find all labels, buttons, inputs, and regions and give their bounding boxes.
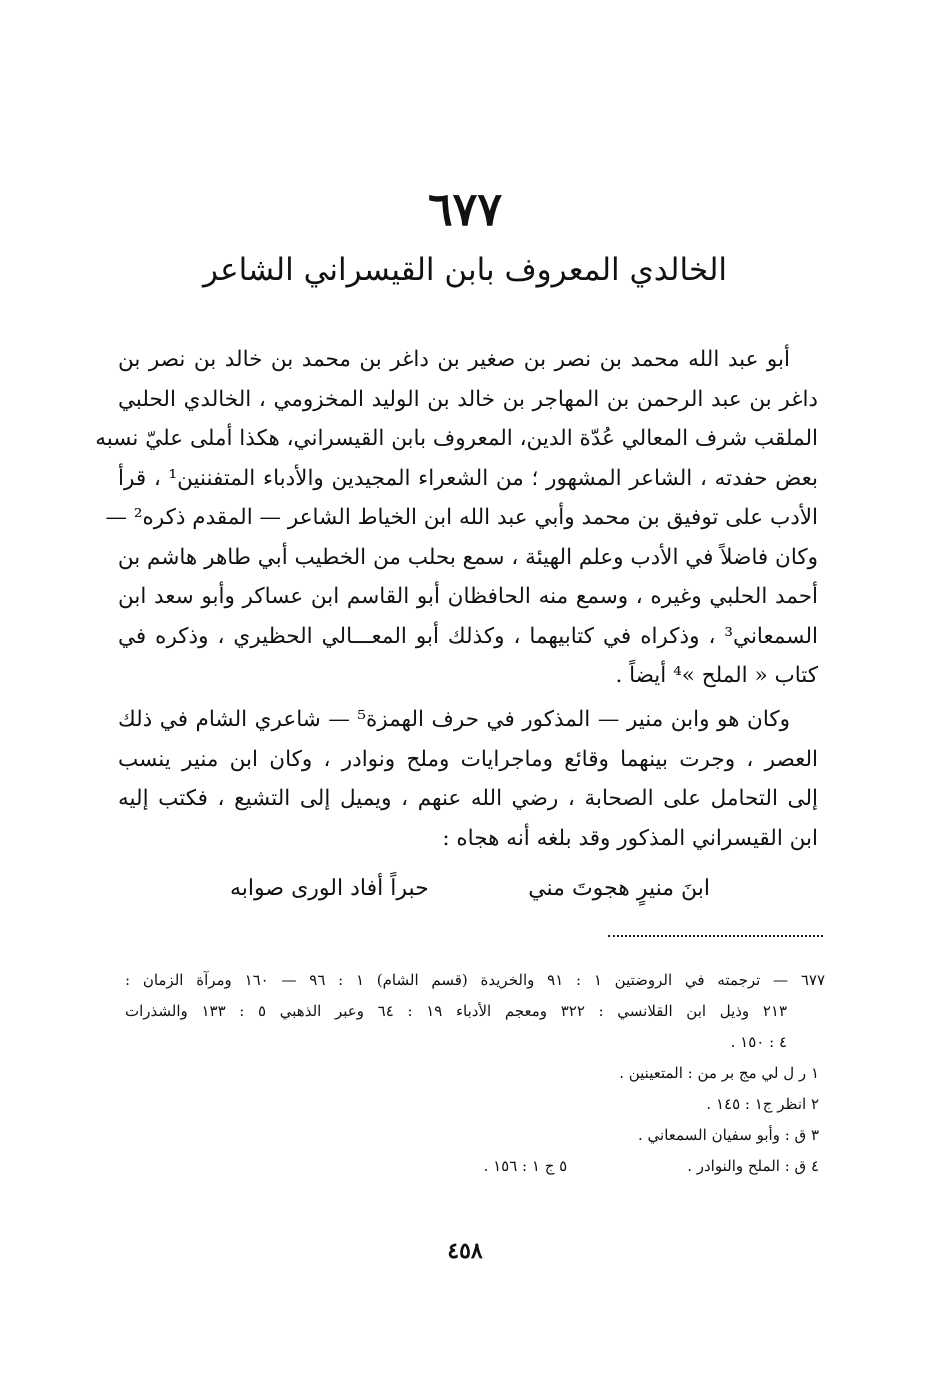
footnote-sources-line: ٦٧٧ — ترجمته في الروضتين ١ : ٩١ والخريدة (قسم الشام) ١ : ٩٦ — ١٦٠ ومرآة الزمان :: [125, 971, 825, 989]
footnote-sources-line: ٤ : ١٥٠ .: [730, 1033, 787, 1051]
footnotes: [125, 965, 825, 1182]
footnote-sources-line: ٢١٣ وذيل ابن القلانسي : ٣٢٢ ومعجم الأدباء ١٩ : ٦٤ وعبر الذهبي ٥ : ١٣٣ والشذرات: [125, 1002, 788, 1020]
footnote-item: ٤ ق : الملح والنوادر .: [687, 1157, 819, 1175]
footnote-divider: [608, 935, 823, 937]
entry-title: الخالدي المعروف بابن القيسراني الشاعر: [202, 252, 728, 288]
text-line: داغر بن عبد الرحمن بن المهاجر بن خالد بن الوليد المخزومي ، الخالدي الحلبي: [118, 386, 818, 412]
text-line: أحمد الحلبي وغيره ، وسمع منه الحافظان أبو القاسم ابن عساكر وأبو سعد ابن: [118, 584, 818, 609]
poem-verse: [230, 872, 710, 912]
text-line: أبو عبد الله محمد بن نصر بن صغير بن داغر بن محمد بن خالد بن نصر بن: [118, 347, 790, 372]
text-line: إلى التحامل على الصحابة ، رضي الله عنهم ، ويميل إلى التشيع ، فكتب إليه: [118, 786, 818, 811]
text-line: الملقب شرف المعالي عُدّة الدين، المعروف بابن القيسراني، هكذا أملى عليّ نسبه: [95, 426, 818, 451]
footnote-item: ٣ ق : وأبو سفيان السمعاني .: [637, 1126, 819, 1144]
footnote-item: ٢ انظر ج١ : ١٤٥ .: [706, 1095, 819, 1113]
verse-first-hemistich: ابنَ منيرٍ هجوتَ مني: [528, 876, 710, 901]
entry-number: ٦٧٧: [427, 182, 503, 236]
footnote-item: ٥ ج ١ : ١٥٦ .: [483, 1157, 568, 1175]
text-line: وكان هو وابن منير — المذكور في حرف الهمزة⁵ — شاعري الشام في ذلك: [118, 707, 791, 732]
page-number: ٤٥٨: [447, 1238, 483, 1264]
text-line: بعض حفدته ، الشاعر المشهور ؛ من الشعراء المجيدين والأدباء المتفننين¹ ، قرأ: [118, 465, 818, 491]
verse-second-hemistich: حبراً أفاد الورى صوابه: [230, 876, 429, 901]
footnote-item-row: [125, 1151, 825, 1182]
text-line: وكان فاضلاً في الأدب وعلم الهيئة ، سمع بحلب من الخطيب أبي طاهر هاشم بن: [117, 544, 818, 570]
biography-paragraph-2: [118, 700, 818, 858]
text-line: العصر ، وجرت بينهما وقائع وماجرايات وملح ونوادر ، وكان ابن منير ينسب: [118, 746, 818, 772]
text-line: كتاب « الملح »⁴ أيضاً .: [615, 663, 818, 688]
text-line: السمعاني³ ، وذكراه في كتابيهما ، وكذلك أبو المعـــالي الحظيري ، وذكره في: [118, 623, 818, 649]
text-line: ابن القيسراني المذكور وقد بلغه أنه هجاه :: [442, 825, 818, 851]
footnote-item: ١ ر ل لي مج بر من : المتعينين .: [619, 1064, 819, 1082]
text-line: الأدب على توفيق بن محمد وأبي عبد الله ابن الخياط الشاعر — المقدم ذكره² —: [105, 505, 818, 530]
biography-paragraph-1: [95, 340, 818, 696]
